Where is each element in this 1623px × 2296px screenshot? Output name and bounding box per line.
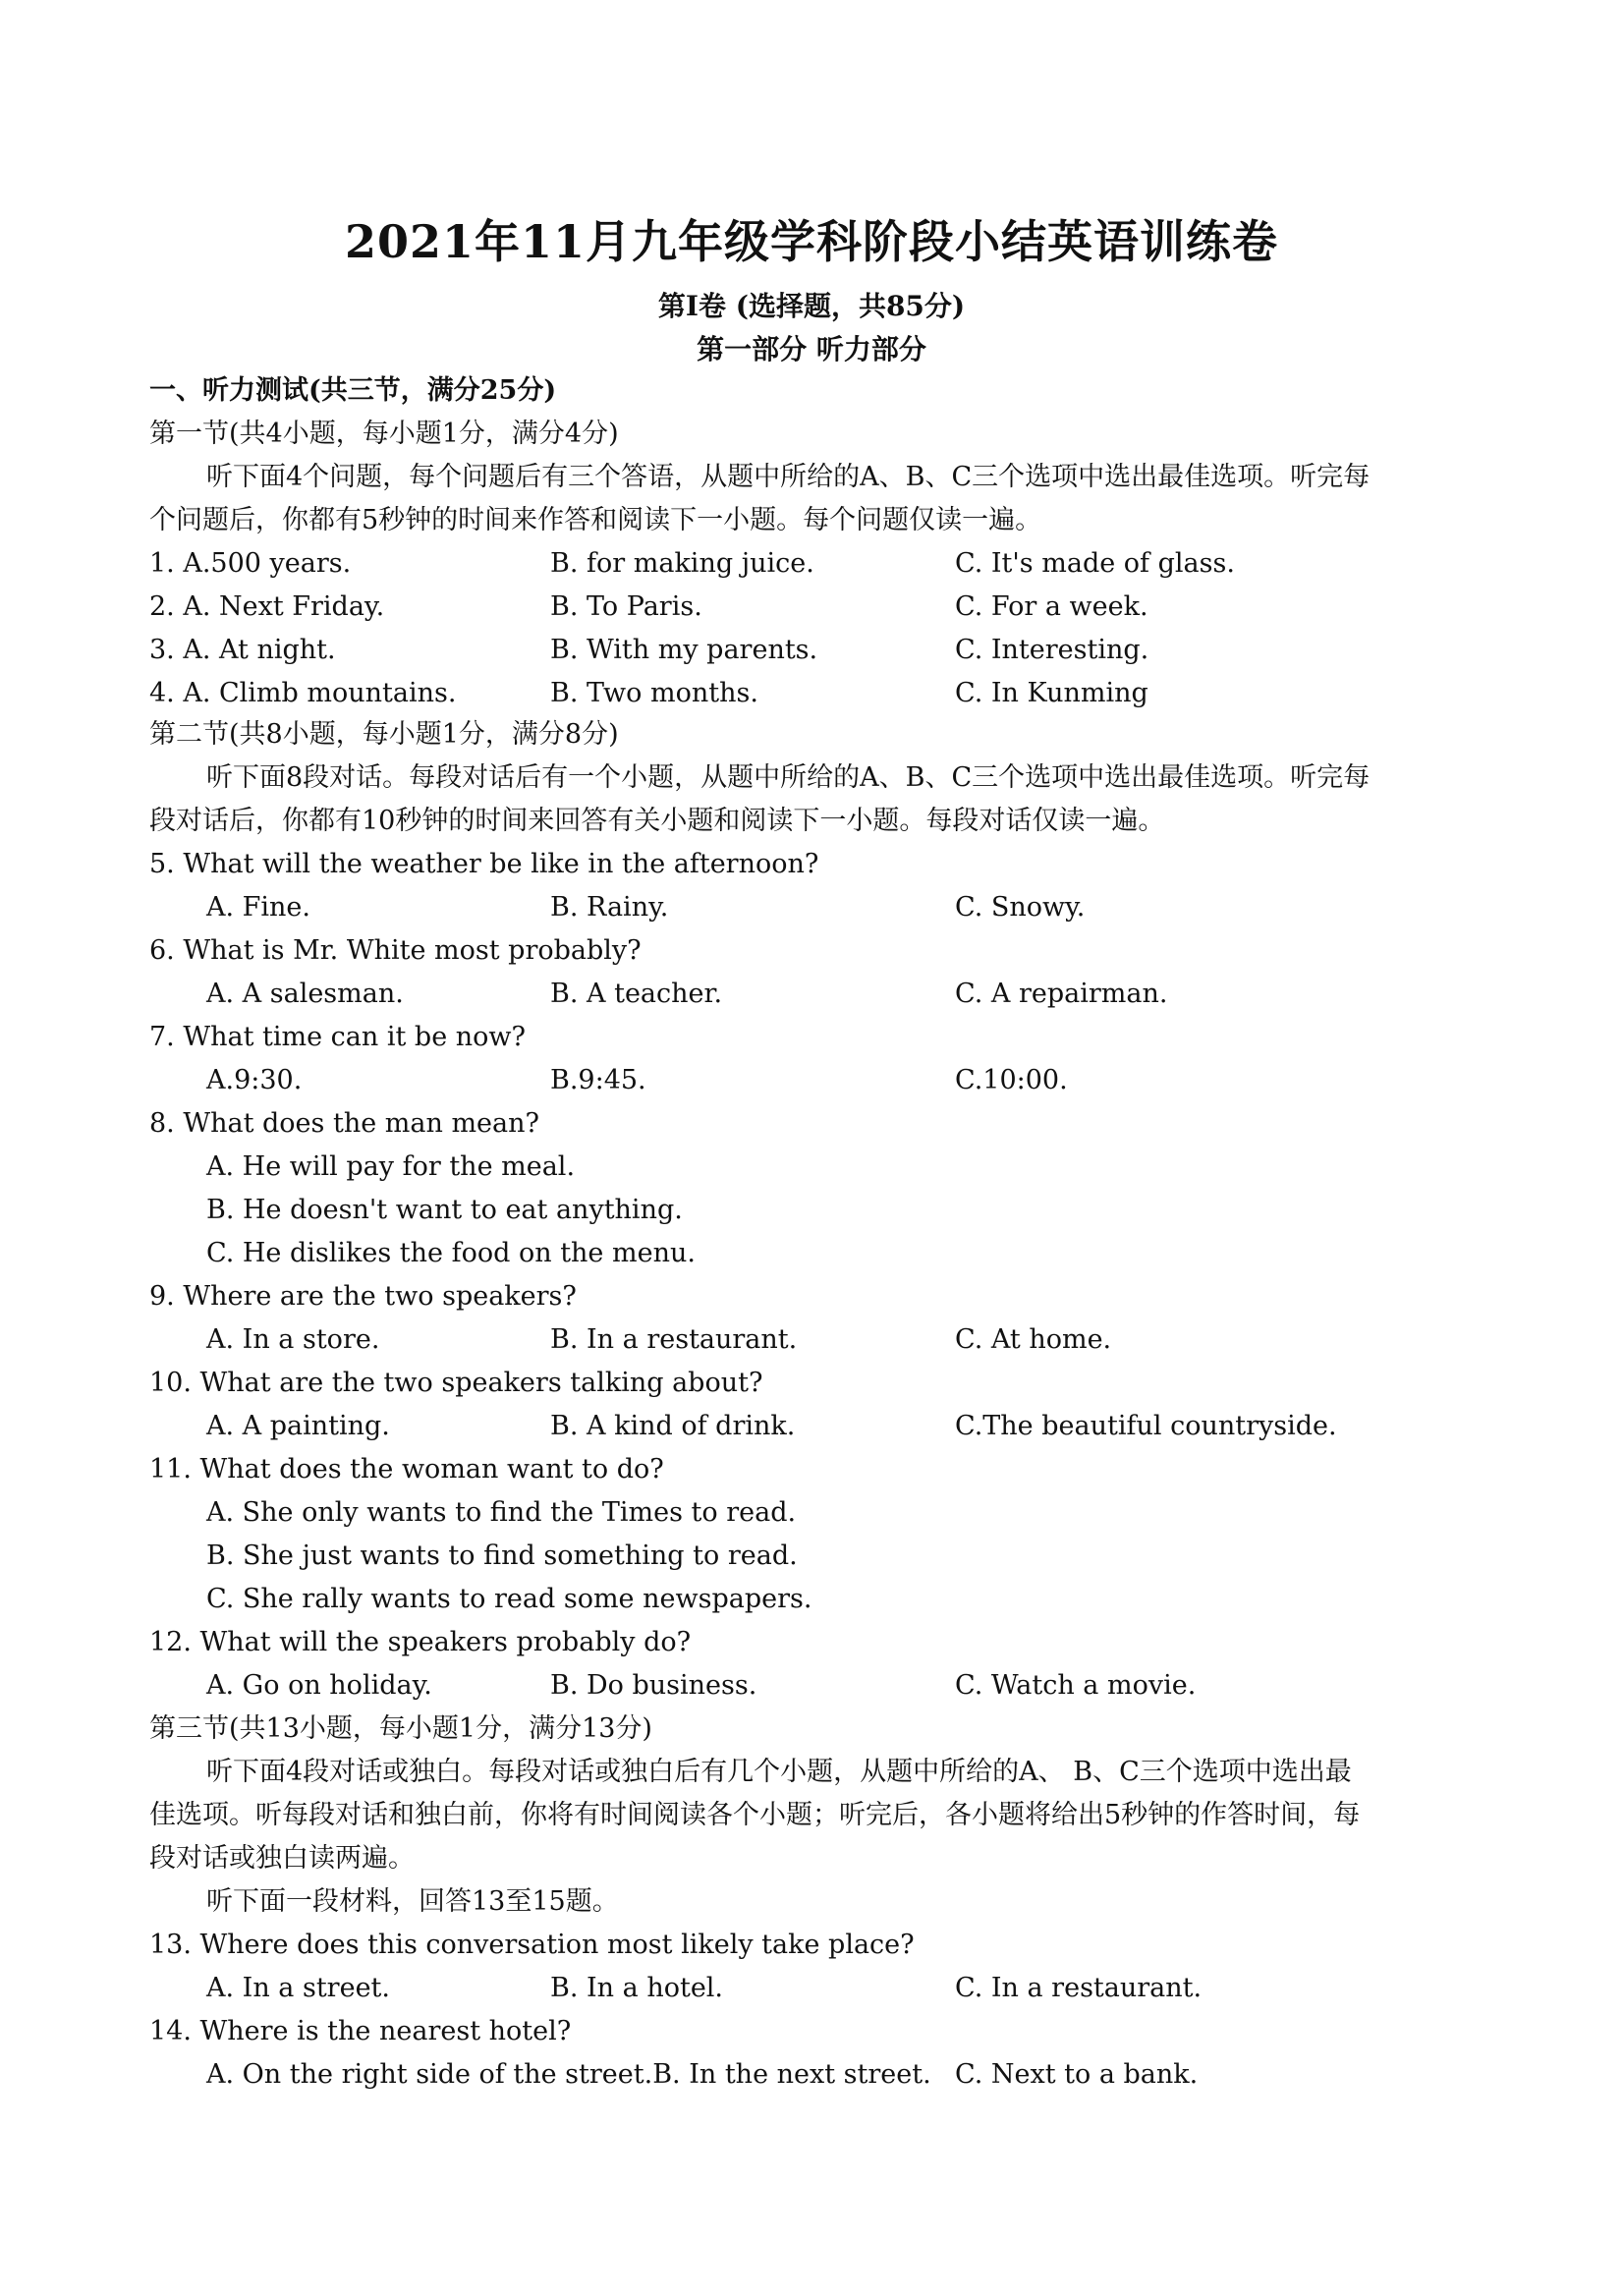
question-8-stem: 8. What does the man mean? xyxy=(149,1108,539,1139)
q14-option-c: C. Next to a bank. xyxy=(955,2059,1199,2090)
q6-option-b: B. A teacher. xyxy=(550,979,723,1009)
exam-title: 2021年11月九年级学科阶段小结英语训练卷 xyxy=(344,215,1279,268)
q4-option-c: C. In Kunming xyxy=(955,678,1148,708)
q1-option-c: C. It's made of glass. xyxy=(955,548,1235,579)
question-14-stem: 14. Where is the nearest hotel? xyxy=(149,2016,572,2046)
s3-instructions-line1: 听下面4段对话或独白。每段对话或独白后有几个小题，从题中所给的A、 B、C三个选项中选出最 xyxy=(206,1757,1352,1787)
question-10-stem: 10. What are the two speakers talking about? xyxy=(149,1368,763,1398)
q7-option-b: B.9:45. xyxy=(550,1065,646,1095)
q10-option-b: B. A kind of drink. xyxy=(550,1411,796,1441)
q1-option-a: 1. A.500 years. xyxy=(149,548,352,579)
q13-option-b: B. In a hotel. xyxy=(550,1973,724,2003)
question-9-stem: 9. Where are the two speakers? xyxy=(149,1281,577,1312)
q2-option-c: C. For a week. xyxy=(955,591,1148,622)
s1-instructions-line2: 个问题后，你都有5秒钟的时间来作答和阅读下一小题。每个问题仅读一遍。 xyxy=(149,505,1042,535)
question-7-stem: 7. What time can it be now? xyxy=(149,1022,526,1052)
question-14-options xyxy=(149,2055,1485,2095)
q3-option-c: C. Interesting. xyxy=(955,635,1149,665)
question-7-options xyxy=(149,1061,1485,1100)
s3-instructions-line3: 段对话或独白读两遍。 xyxy=(149,1843,415,1874)
part-heading: 第一部分 听力部分 xyxy=(697,333,926,365)
section-header: 一、听力测试(共三节，满分25分) xyxy=(149,375,557,406)
s3-header: 第三节(共13小题，每小题1分，满分13分) xyxy=(149,1713,652,1744)
s3-instructions-line2: 佳选项。听每段对话和独白前，你将有时间阅读各个小题；听完后，各小题将给出5秒钟的作答时间，每 xyxy=(149,1800,1361,1830)
q3-option-b: B. With my parents. xyxy=(550,635,818,665)
volume-heading: 第I卷 (选择题，共85分) xyxy=(657,290,966,322)
q2-option-b: B. To Paris. xyxy=(550,591,702,622)
q8-option-c: C. He dislikes the food on the menu. xyxy=(206,1238,696,1268)
q10-option-c: C.The beautiful countryside. xyxy=(955,1411,1337,1441)
question-4 xyxy=(149,674,1485,713)
q13-option-a: A. In a street. xyxy=(206,1973,390,2003)
question-6-stem: 6. What is Mr. White most probably? xyxy=(149,935,642,966)
s3-material-note: 听下面一段材料，回答13至15题。 xyxy=(206,1886,619,1917)
q11-option-c: C. She rally wants to read some newspapers. xyxy=(206,1584,812,1614)
q13-option-c: C. In a restaurant. xyxy=(955,1973,1203,2003)
question-11-stem: 11. What does the woman want to do? xyxy=(149,1454,664,1484)
q6-option-a: A. A salesman. xyxy=(206,979,404,1009)
question-2 xyxy=(149,588,1485,627)
question-1 xyxy=(149,544,1485,584)
question-6-options xyxy=(149,975,1485,1014)
q7-option-c: C.10:00. xyxy=(955,1065,1068,1095)
q1-option-b: B. for making juice. xyxy=(550,548,814,579)
question-13-stem: 13. Where does this conversation most likely take place? xyxy=(149,1930,915,1960)
s2-instructions-line1: 听下面8段对话。每段对话后有一个小题，从题中所给的A、B、C三个选项中选出最佳选项。听完每 xyxy=(206,762,1371,793)
question-10-options xyxy=(149,1407,1485,1446)
q3-option-a: 3. A. At night. xyxy=(149,635,336,665)
q14-option-ab: A. On the right side of the street.B. In the next street. xyxy=(206,2059,931,2090)
q5-option-c: C. Snowy. xyxy=(955,892,1086,923)
q12-option-a: A. Go on holiday. xyxy=(206,1670,432,1701)
q7-option-a: A.9:30. xyxy=(206,1065,303,1095)
s1-instructions-line1: 听下面4个问题，每个问题后有三个答语，从题中所给的A、B、C三个选项中选出最佳选项。听完每 xyxy=(206,462,1371,492)
question-3 xyxy=(149,631,1485,670)
s2-instructions-line2: 段对话后，你都有10秒钟的时间来回答有关小题和阅读下一小题。每段对话仅读一遍。 xyxy=(149,806,1165,836)
question-13-options xyxy=(149,1969,1485,2008)
q2-option-a: 2. A. Next Friday. xyxy=(149,591,385,622)
question-12-options xyxy=(149,1666,1485,1706)
q11-option-a: A. She only wants to find the Times to read. xyxy=(206,1497,797,1528)
q9-option-b: B. In a restaurant. xyxy=(550,1324,798,1355)
q6-option-c: C. A repairman. xyxy=(955,979,1168,1009)
q8-option-a: A. He will pay for the meal. xyxy=(206,1151,576,1182)
q12-option-c: C. Watch a movie. xyxy=(955,1670,1197,1701)
q8-option-b: B. He doesn't want to eat anything. xyxy=(206,1195,683,1225)
q5-option-a: A. Fine. xyxy=(206,892,310,923)
question-9-options xyxy=(149,1320,1485,1360)
q11-option-b: B. She just wants to find something to read. xyxy=(206,1540,798,1571)
s1-header: 第一节(共4小题，每小题1分，满分4分) xyxy=(149,419,619,449)
q12-option-b: B. Do business. xyxy=(550,1670,757,1701)
question-5-options xyxy=(149,888,1485,927)
q4-option-b: B. Two months. xyxy=(550,678,758,708)
q10-option-a: A. A painting. xyxy=(206,1411,390,1441)
q4-option-a: 4. A. Climb mountains. xyxy=(149,678,457,708)
s2-header: 第二节(共8小题，每小题1分，满分8分) xyxy=(149,719,619,750)
q9-option-a: A. In a store. xyxy=(206,1324,380,1355)
q9-option-c: C. At home. xyxy=(955,1324,1112,1355)
question-12-stem: 12. What will the speakers probably do? xyxy=(149,1627,692,1657)
q5-option-b: B. Rainy. xyxy=(550,892,669,923)
question-5-stem: 5. What will the weather be like in the afternoon? xyxy=(149,849,819,879)
